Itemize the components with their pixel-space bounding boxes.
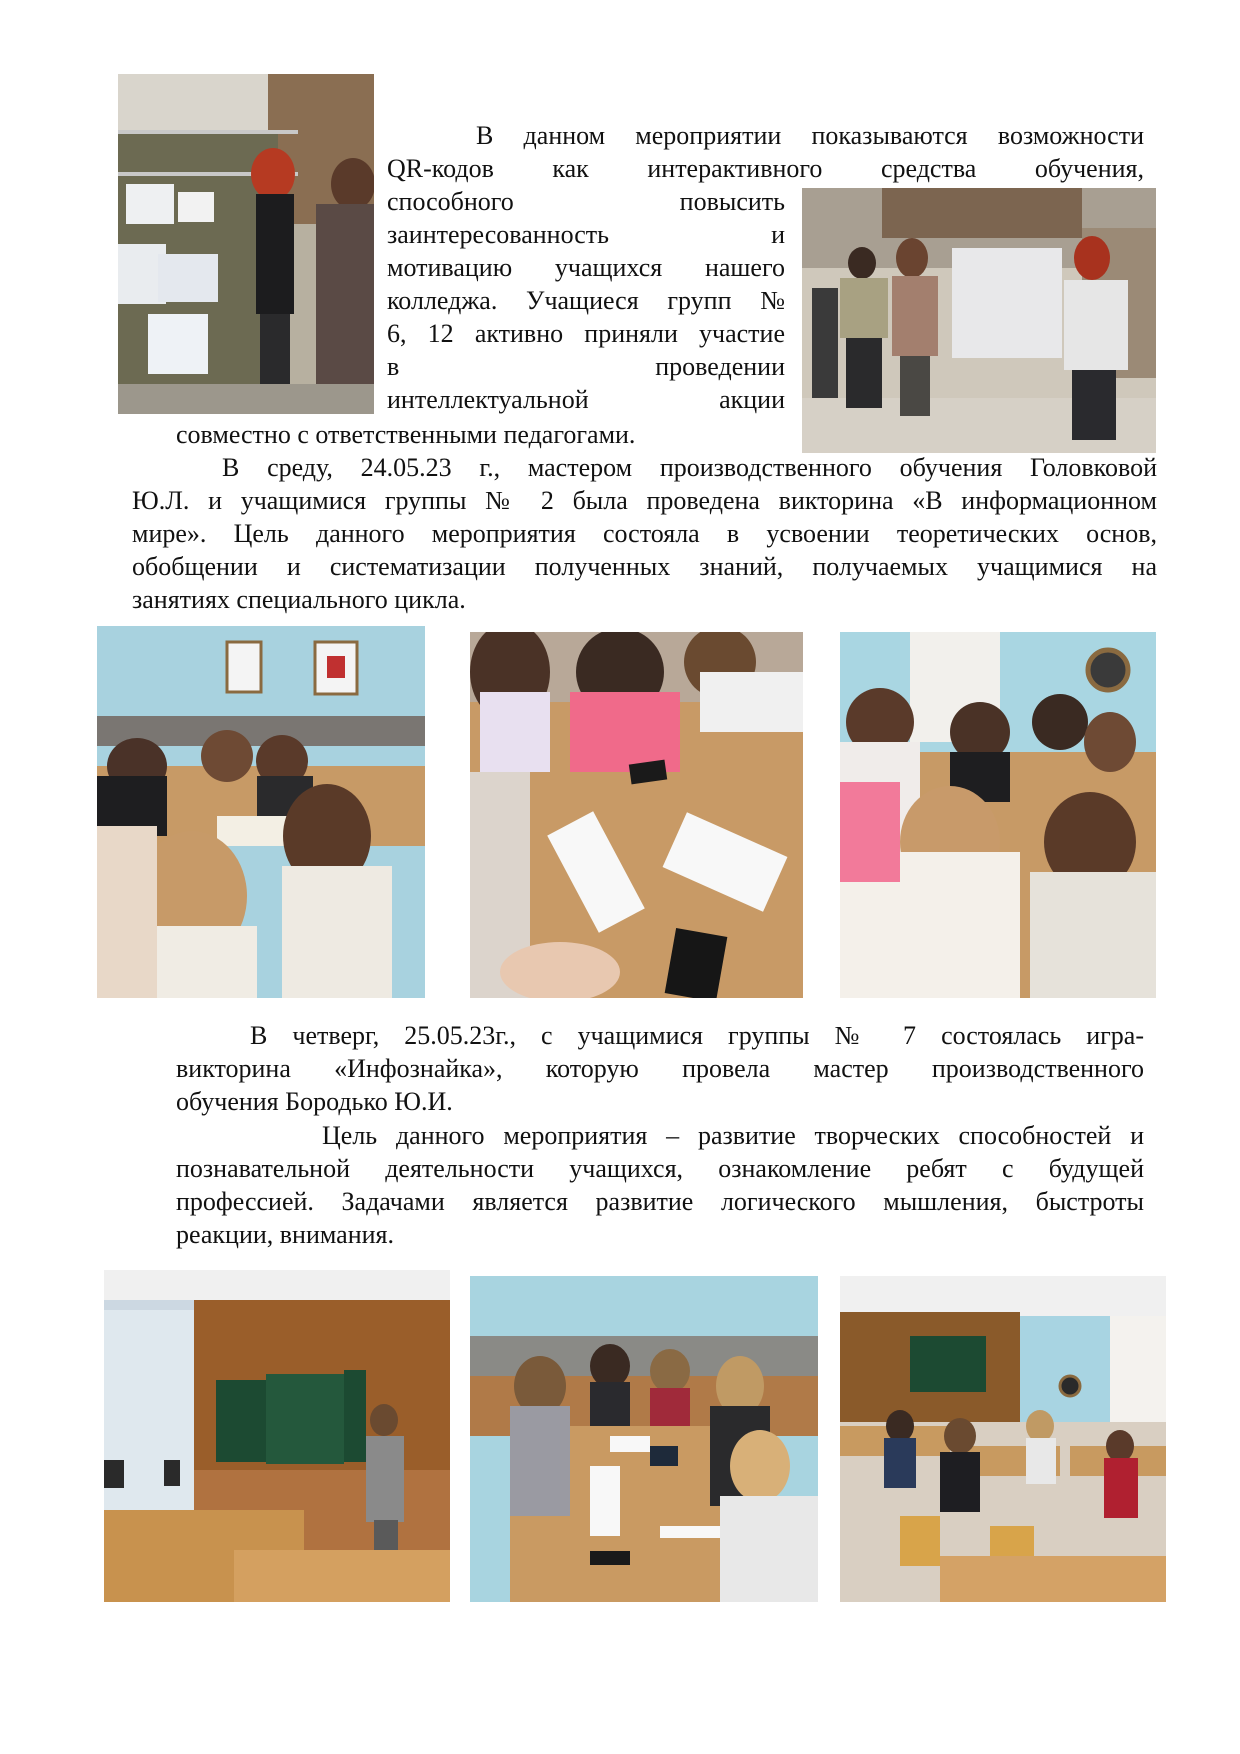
goal-line-1: Цель данного мероприятия – развитие творческих способностей и xyxy=(322,1121,1144,1150)
qr-line-8: в проведении xyxy=(387,352,785,381)
qr-line-7: 6, 12 активно приняли участие xyxy=(387,319,785,348)
wednesday-line-4: обобщении и систематизации полученных знаний, получаемых учащимися на xyxy=(132,552,1157,581)
photo-qr-exhibition-1 xyxy=(118,74,374,414)
qr-line-2: QR-кодов как интерактивного средства обучения, xyxy=(387,154,1144,183)
photo-qr-exhibition-2 xyxy=(802,188,1156,453)
goal-line-3: профессией. Задачами является развитие логического мышления, быстроты xyxy=(176,1187,1144,1216)
photo-game-cards xyxy=(470,1276,818,1602)
wednesday-line-2: Ю.Л. и учащимися группы № 2 была проведена викторина «В информационном xyxy=(132,486,1157,515)
photo-game-classroom xyxy=(840,1276,1166,1602)
thursday-line-1: В четверг, 25.05.23г., с учащимися группы № 7 состоялась игра- xyxy=(250,1021,1144,1050)
qr-line-6: колледжа. Учащиеся групп № xyxy=(387,286,785,315)
goal-line-2: познавательной деятельности учащихся, ознакомление ребят с будущей xyxy=(176,1154,1144,1183)
qr-line-1: В данном мероприятии показываются возможности xyxy=(476,121,1144,150)
qr-line-10: совместно с ответственными педагогами. xyxy=(176,420,636,449)
photo-quiz-table xyxy=(470,632,803,998)
photo-quiz-classroom xyxy=(97,626,425,998)
thursday-line-2: викторина «Инфознайка», которую провела мастер производственного xyxy=(176,1054,1144,1083)
wednesday-line-1: В среду, 24.05.23 г., мастером производственного обучения Головковой xyxy=(222,453,1157,482)
goal-line-4: реакции, внимания. xyxy=(176,1220,394,1249)
wednesday-line-3: мире». Цель данного мероприятия состояла в усвоении теоретических основ, xyxy=(132,519,1157,548)
photo-quiz-group xyxy=(840,632,1156,998)
qr-line-4: заинтересованность и xyxy=(387,220,785,249)
photo-game-blackboard xyxy=(104,1270,450,1602)
qr-line-9: интеллектуальной акции xyxy=(387,385,785,414)
qr-line-3: способного повысить xyxy=(387,187,785,216)
wednesday-line-5: занятиях специального цикла. xyxy=(132,585,466,614)
qr-line-5: мотивацию учащихся нашего xyxy=(387,253,785,282)
thursday-line-3: обучения Бородько Ю.И. xyxy=(176,1087,453,1116)
